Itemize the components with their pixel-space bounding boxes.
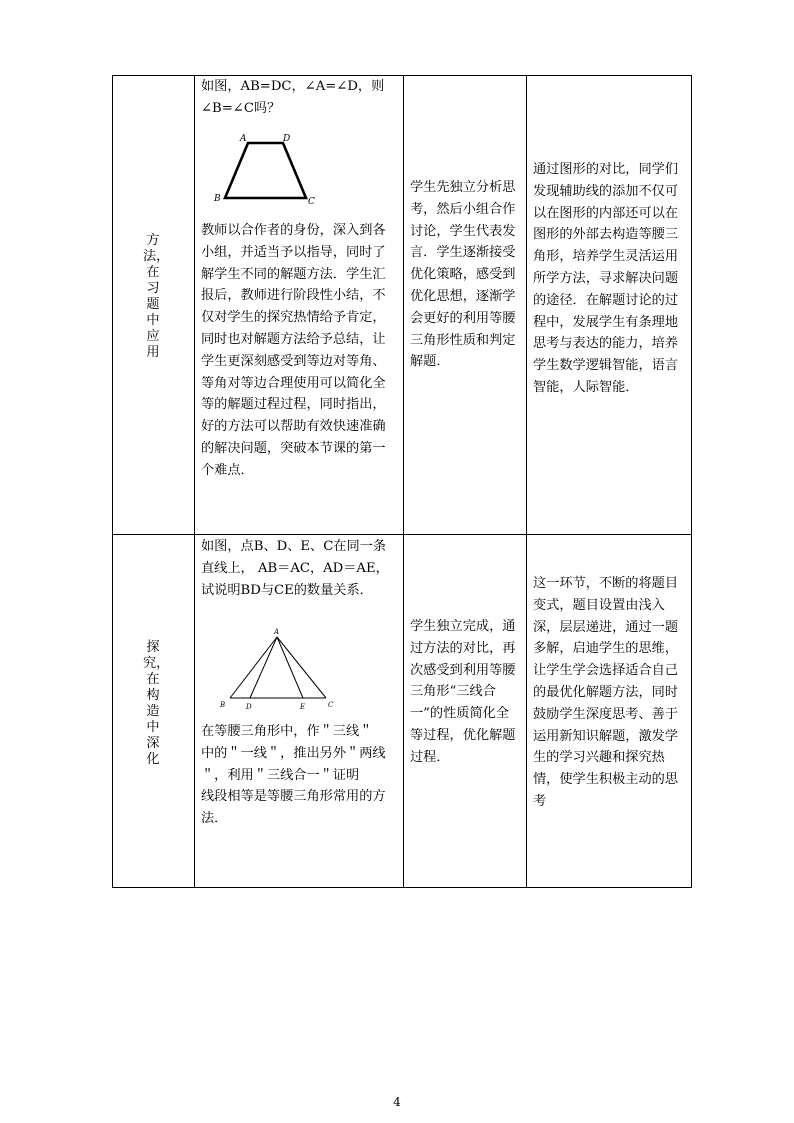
table-border-left — [112, 75, 113, 888]
label-c2: C — [328, 701, 334, 709]
problem-text-1: 如图，AB=DC，∠A=∠D，则∠B=∠C吗？ — [201, 79, 385, 116]
student-activity-2: 学生独立完成，通过方法的对比，再次感受到利用等腰三角形“三线合一”的性质简化全等过程，优化解题过程． — [410, 619, 516, 765]
lesson-table — [112, 75, 692, 888]
table-border-top — [112, 75, 692, 76]
table-row-divider — [112, 534, 692, 535]
problem-text-2: 如图，点B、D、E、C在同一条直线上， AB＝AC，AD＝AE，试说明BD与CE的数量关系． — [201, 539, 389, 598]
label-d: D — [283, 134, 291, 144]
teacher-text-1: 教师以合作者的身份，深入到各小组，并适当予以指导，同时了解学生不同的解题方法．学生汇报后，教师进行阶段性小结，不仅对学生的探究热情给予肯定，同时也对解题方法给予总结，让学生更深刻感受到等边对等角、等角对等边合理使用可以简化全等的解题过程过程，同时指出，好的方法可以帮助有效快速准确的解决问题，突破本节课的第一个难点． — [201, 223, 386, 478]
stage-label-1: 方法，在习题中应用 — [143, 233, 170, 360]
label-c: C — [308, 197, 315, 207]
teacher-line-3: 线段相等是等腰三角形常用的方法． — [201, 789, 386, 827]
label-b2: B — [220, 701, 226, 709]
triangle-figure — [214, 625, 346, 711]
table-divider-1 — [194, 75, 195, 888]
design-intent-1: 通过图形的对比，同学们发现辅助线的添加不仅可以在图形的内部还可以在图形的外部去构造等腰三角形，培养学生灵活运用所学方法，寻求解决问题的途径．在解题讨论的过程中，发展学生有条理地思考与表达的能力，培养学生数学逻辑智能，语言智能，人际智能． — [533, 162, 679, 395]
trapezoid-figure — [212, 131, 328, 207]
teacher-line-1: 在等腰三角形中，作＂三线＂ — [201, 724, 373, 739]
label-e2: E — [300, 703, 306, 711]
table-border-right — [691, 75, 692, 888]
label-d2: D — [246, 703, 252, 711]
label-a: A — [240, 134, 247, 144]
trapezoid-shape — [225, 143, 306, 198]
table-divider-2 — [403, 75, 404, 888]
label-b: B — [214, 194, 221, 204]
label-a2: A — [274, 628, 280, 636]
teacher-text-2 — [201, 721, 391, 871]
page-number: 4 — [393, 1095, 401, 1109]
student-activity-1: 学生先独立分析思考，然后小组合作讨论，学生代表发言．学生逐渐接受优化策略，感受到优化思想，逐渐学会更好的利用等腰三角形性质和判定解题． — [410, 180, 516, 370]
design-intent-2: 这一环节，不断的将题目变式，题目设置由浅入深，层层递进，通过一题多解，启迪学生的思维，让学生学会选择适合自己的最优化解题方法，同时鼓励学生深度思考、善于运用新知识解题，激发学生的学习兴趣和探究热情，使学生积极主动的思考 — [533, 576, 679, 809]
teacher-line-2: 中的＂一线＂，推出另外＂两线＂，利用＂三线合一＂证明 — [201, 745, 386, 783]
table-border-bottom — [112, 887, 692, 888]
stage-label-2: 探究，在构造中深化 — [143, 640, 170, 767]
table-divider-3 — [526, 75, 527, 888]
